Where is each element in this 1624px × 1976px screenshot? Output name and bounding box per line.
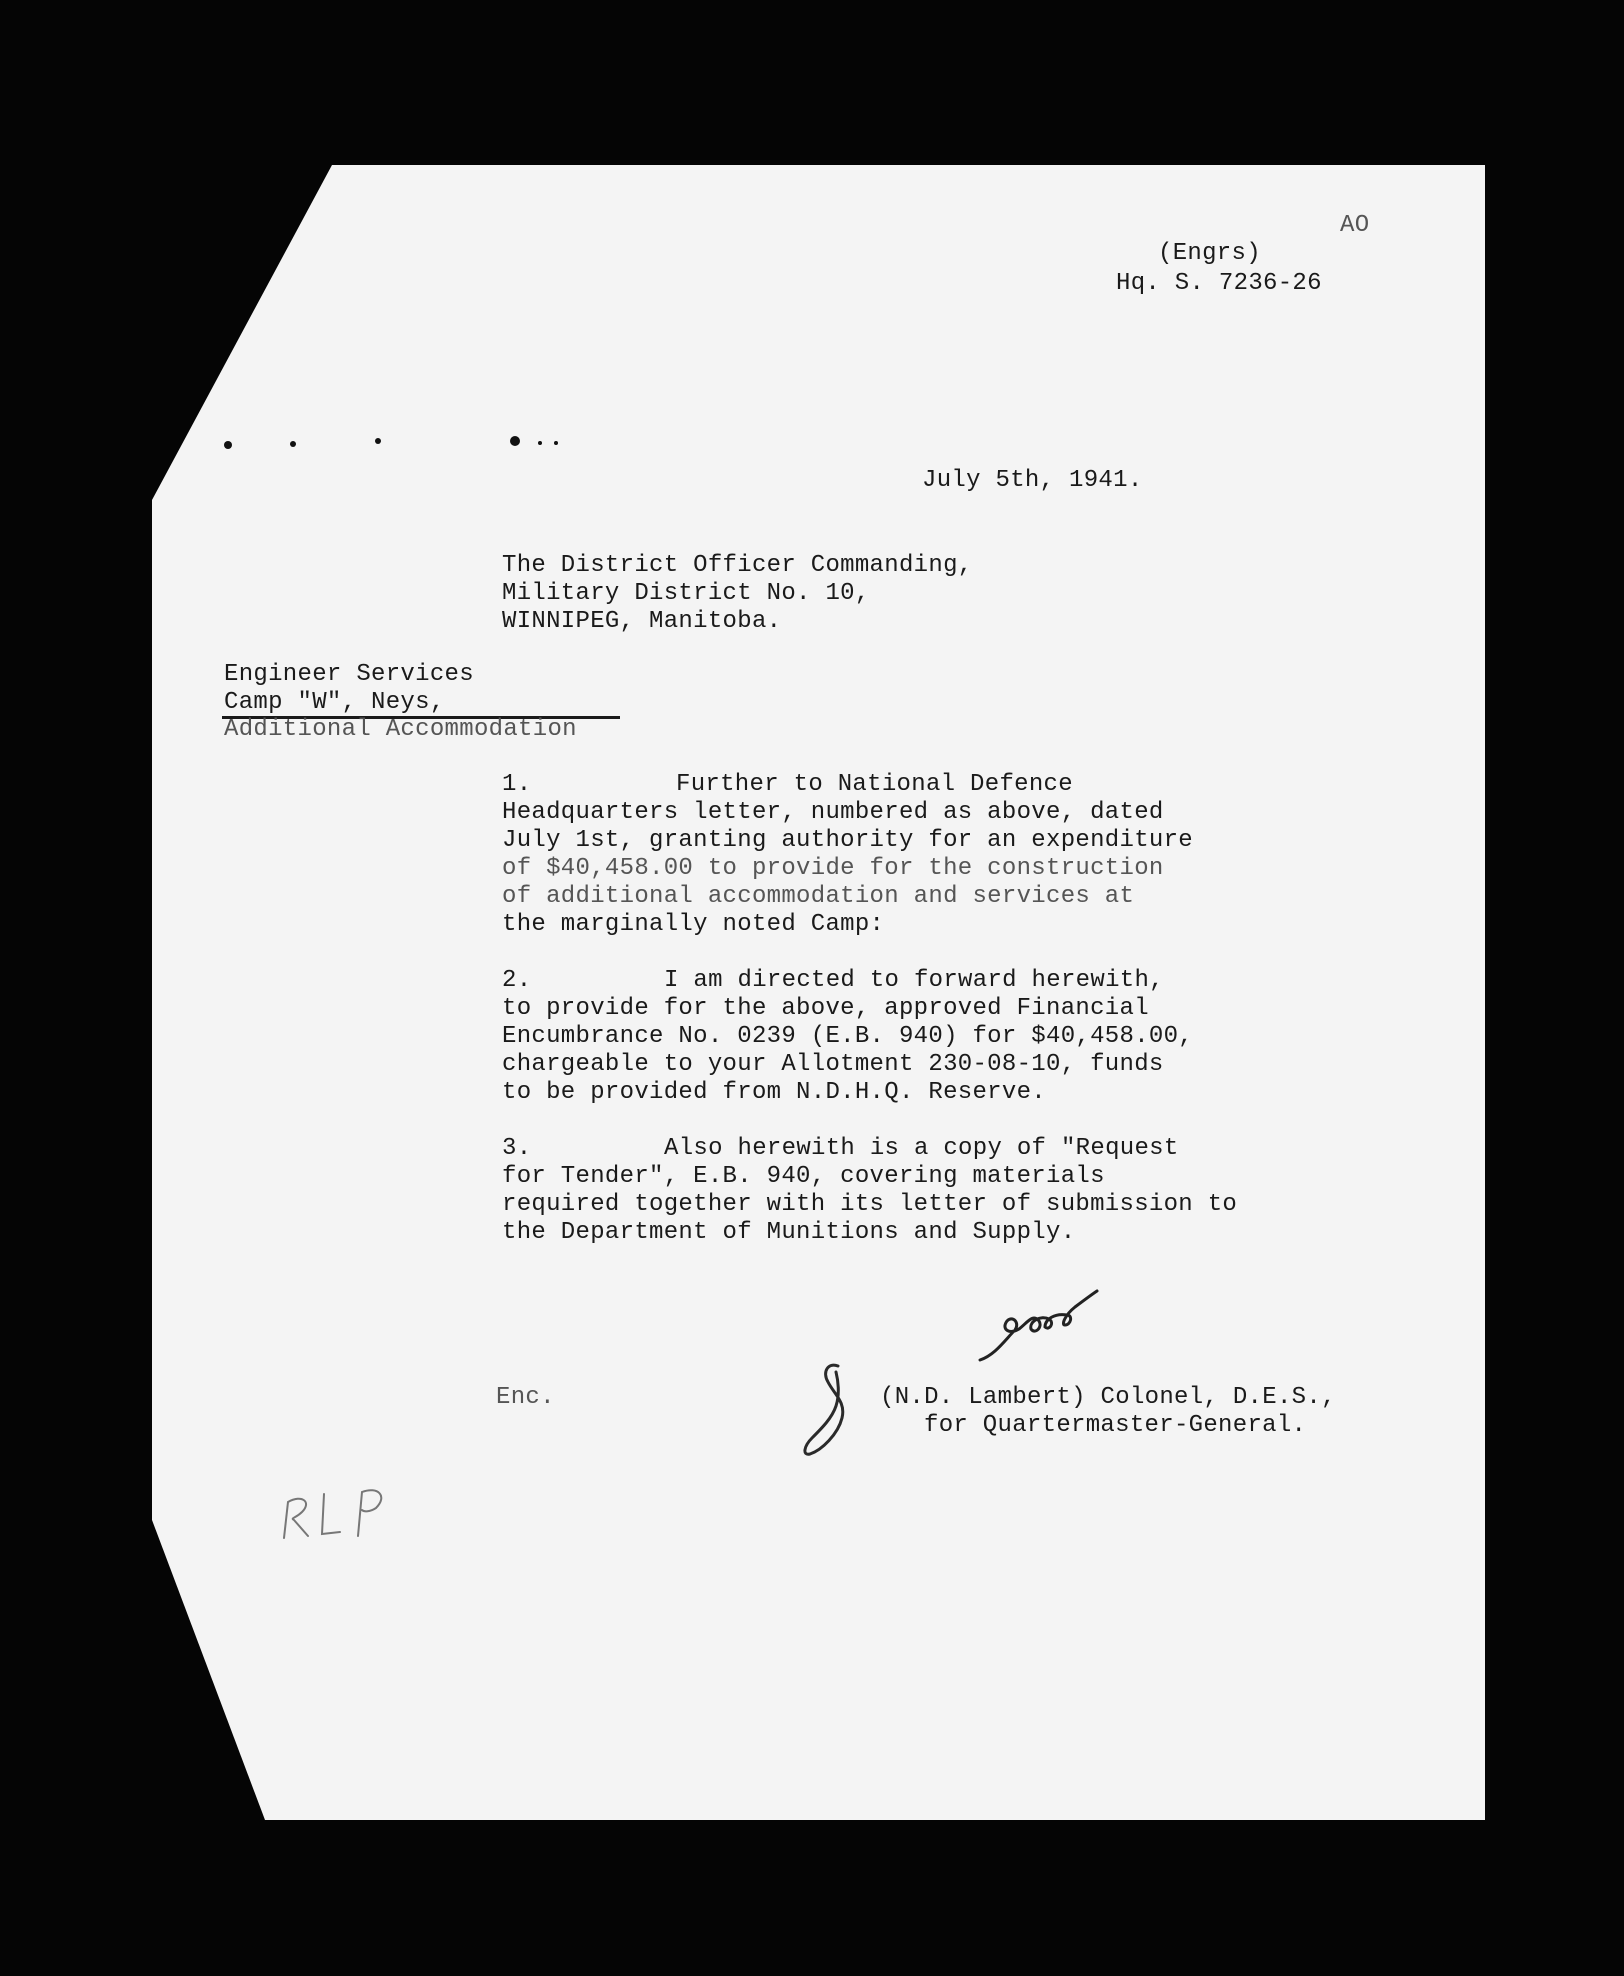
paragraph-1-line-3: July 1st, granting authority for an expenditure	[502, 827, 1194, 854]
department-code: (Engrs)	[1158, 240, 1261, 267]
subject-line-2: Camp "W", Neys,	[224, 689, 445, 716]
paragraph-2-number: 2.	[502, 967, 532, 994]
paragraph-2-line-2: to provide for the above, approved Financial	[502, 995, 1149, 1022]
paragraph-3-number: 3.	[502, 1135, 532, 1162]
subject-line-1: Engineer Services	[224, 661, 474, 688]
handwritten-margin-note	[278, 1480, 398, 1550]
top-code: AO	[1340, 212, 1370, 239]
paragraph-2-line-3: Encumbrance No. 0239 (E.B. 940) for $40,458.00,	[502, 1023, 1194, 1050]
paragraph-1-line-1: Further to National Defence	[676, 771, 1073, 798]
file-number: Hq. S. 7236-26	[1116, 270, 1322, 297]
paragraph-2-line-1: I am directed to forward herewith,	[664, 967, 1164, 994]
handwritten-mark	[798, 1358, 868, 1468]
paragraph-2-line-4: chargeable to your Allotment 230-08-10, funds	[502, 1051, 1164, 1078]
paragraph-3-line-3: required together with its letter of submission to	[502, 1191, 1238, 1218]
paragraph-1-line-4: of $40,458.00 to provide for the construction	[502, 855, 1164, 882]
paragraph-1-line-6: the marginally noted Camp:	[502, 911, 885, 938]
paragraph-1-line-5: of additional accommodation and services at	[502, 883, 1135, 910]
signature-line-1: (N.D. Lambert) Colonel, D.E.S.,	[880, 1384, 1336, 1411]
subject-line-3: Additional Accommodation	[224, 716, 577, 743]
paragraph-2-line-5: to be provided from N.D.H.Q. Reserve.	[502, 1079, 1046, 1106]
paragraph-3-line-2: for Tender", E.B. 940, covering materials	[502, 1163, 1105, 1190]
handwritten-initials-signature	[975, 1285, 1105, 1375]
paragraph-1-line-2: Headquarters letter, numbered as above, dated	[502, 799, 1164, 826]
recipient-line-1: The District Officer Commanding,	[502, 552, 973, 579]
recipient-line-3: WINNIPEG, Manitoba.	[502, 608, 782, 635]
enclosure-label: Enc.	[496, 1384, 555, 1411]
paragraph-1-number: 1.	[502, 771, 532, 798]
letter-date: July 5th, 1941.	[922, 467, 1143, 494]
recipient-line-2: Military District No. 10,	[502, 580, 870, 607]
signature-line-2: for Quartermaster-General.	[924, 1412, 1307, 1439]
paragraph-3-line-4: the Department of Munitions and Supply.	[502, 1219, 1076, 1246]
paragraph-3-line-1: Also herewith is a copy of "Request	[664, 1135, 1179, 1162]
